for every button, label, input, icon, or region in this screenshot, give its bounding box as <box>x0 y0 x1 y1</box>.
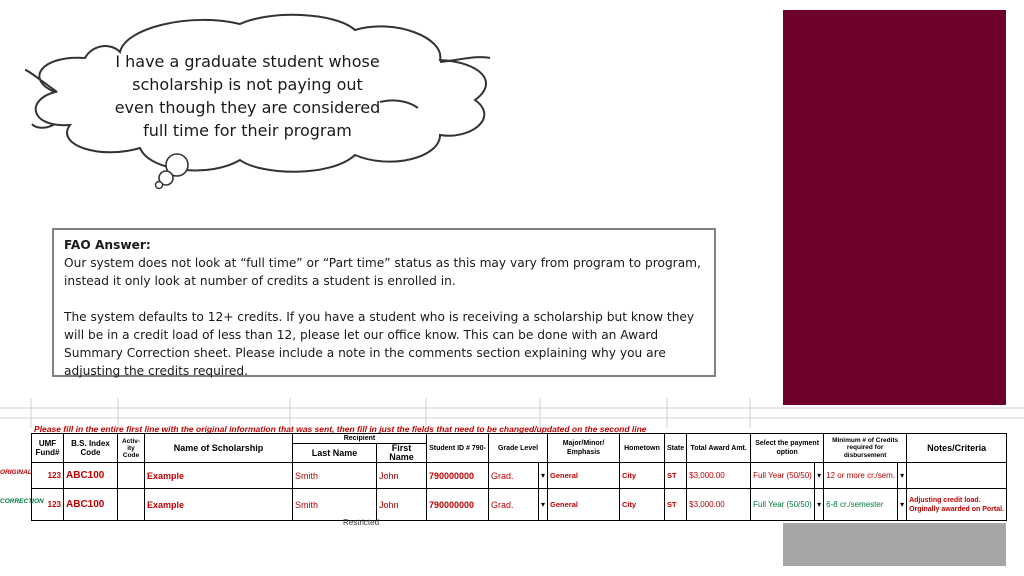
dropdown-arrow-icon[interactable]: ▾ <box>539 489 548 521</box>
cell-award[interactable]: $3,000.00 <box>687 463 751 489</box>
header-first-name: First Name <box>377 444 427 463</box>
fao-paragraph-1: Our system does not look at “full time” or “Part time” status as this may vary from program to program, instead it only look at number of credits a student is enrolled in. <box>64 256 701 288</box>
cell-notes[interactable]: Adjusting credit load. Orginally awarded on Portal. <box>907 489 1007 521</box>
cell-credits[interactable]: 6-8 cr./semester <box>824 489 898 521</box>
header-bs-index: B.S. Index Code <box>64 434 118 463</box>
header-umf-fund: UMF Fund# <box>32 434 64 463</box>
cell-activity[interactable] <box>118 463 145 489</box>
header-activity: Activ-ity Code <box>118 434 145 463</box>
cell-grade[interactable]: Grad. <box>489 489 539 521</box>
cell-major[interactable]: General <box>548 463 620 489</box>
row-label-original: ORIGINAL <box>0 469 32 476</box>
cell-student-id[interactable]: 790000000 <box>427 463 489 489</box>
bubble-line: full time for their program <box>143 121 352 140</box>
award-table <box>31 433 1007 521</box>
header-notes: Notes/Criteria <box>907 434 1007 463</box>
bubble-line: even though they are considered <box>114 98 381 117</box>
table-row <box>32 463 1007 489</box>
header-student-id: Student ID # 790- <box>427 434 489 463</box>
cell-credits[interactable]: 12 or more cr./sem. <box>824 463 898 489</box>
table-row <box>32 489 1007 521</box>
dropdown-arrow-icon[interactable]: ▾ <box>539 463 548 489</box>
header-name: Name of Scholarship <box>145 434 293 463</box>
sheet-instruction: Please fill in the entire first line with the original information that was sent, then fill in just the fields that need to be changed/updated on the second line <box>34 424 647 434</box>
header-state: State <box>665 434 687 463</box>
dropdown-arrow-icon[interactable]: ▾ <box>898 463 907 489</box>
cell-name[interactable]: Example <box>145 489 293 521</box>
dropdown-arrow-icon[interactable]: ▾ <box>815 489 824 521</box>
fao-answer-box <box>52 228 716 377</box>
header-award: Total Award Amt. <box>687 434 751 463</box>
cell-state[interactable]: ST <box>665 489 687 521</box>
cell-index[interactable]: ABC100 <box>64 463 118 489</box>
maroon-side-panel <box>783 10 1006 405</box>
cell-last-name[interactable]: Smith <box>293 489 377 521</box>
cell-student-id[interactable]: 790000000 <box>427 489 489 521</box>
cell-hometown[interactable]: City <box>620 489 665 521</box>
cell-payment[interactable]: Full Year (50/50) <box>751 463 815 489</box>
header-major: Major/Minor/ Emphasis <box>548 434 620 463</box>
row-label-correction: CORRECTION <box>0 498 44 505</box>
header-hometown: Hometown <box>620 434 665 463</box>
cell-name[interactable]: Example <box>145 463 293 489</box>
bubble-line: I have a graduate student whose <box>115 52 380 71</box>
award-summary-sheet <box>0 398 1024 538</box>
cell-payment[interactable]: Full Year (50/50) <box>751 489 815 521</box>
cell-hometown[interactable]: City <box>620 463 665 489</box>
header-recipient: Recipient <box>293 434 427 444</box>
cell-first-name[interactable]: John <box>377 463 427 489</box>
header-last-name: Last Name <box>293 444 377 463</box>
cell-award[interactable]: $3,000.00 <box>687 489 751 521</box>
header-payment: Select the payment option <box>751 434 824 463</box>
header-grade: Grade Level <box>489 434 548 463</box>
cell-state[interactable]: ST <box>665 463 687 489</box>
cell-first-name[interactable]: John <box>377 489 427 521</box>
cell-last-name[interactable]: Smith <box>293 463 377 489</box>
fao-title: FAO Answer: <box>64 238 151 252</box>
bubble-line: scholarship is not paying out <box>132 75 363 94</box>
header-min-credits: Minimum # of Credits required for disbursement <box>824 434 907 463</box>
cell-major[interactable]: General <box>548 489 620 521</box>
cell-umf[interactable]: 123 <box>32 463 64 489</box>
thought-bubble-text <box>110 50 385 142</box>
cell-grade[interactable]: Grad. <box>489 463 539 489</box>
dropdown-arrow-icon[interactable]: ▾ <box>898 489 907 521</box>
cell-umf[interactable]: 123 <box>32 489 64 521</box>
cell-activity[interactable] <box>118 489 145 521</box>
dropdown-arrow-icon[interactable]: ▾ <box>815 463 824 489</box>
cell-notes[interactable] <box>907 463 1007 489</box>
cell-index[interactable]: ABC100 <box>64 489 118 521</box>
truncated-row-text: Restricted <box>343 518 380 527</box>
fao-paragraph-2: The system defaults to 12+ credits. If you have a student who is receiving a scholarship but know they will be in a credit load of less than 12, please let our office know. This can be done with an Award Summary Correction sheet. Please include a note in the comments section explaining why you are adjusting the credits required. <box>64 310 695 378</box>
